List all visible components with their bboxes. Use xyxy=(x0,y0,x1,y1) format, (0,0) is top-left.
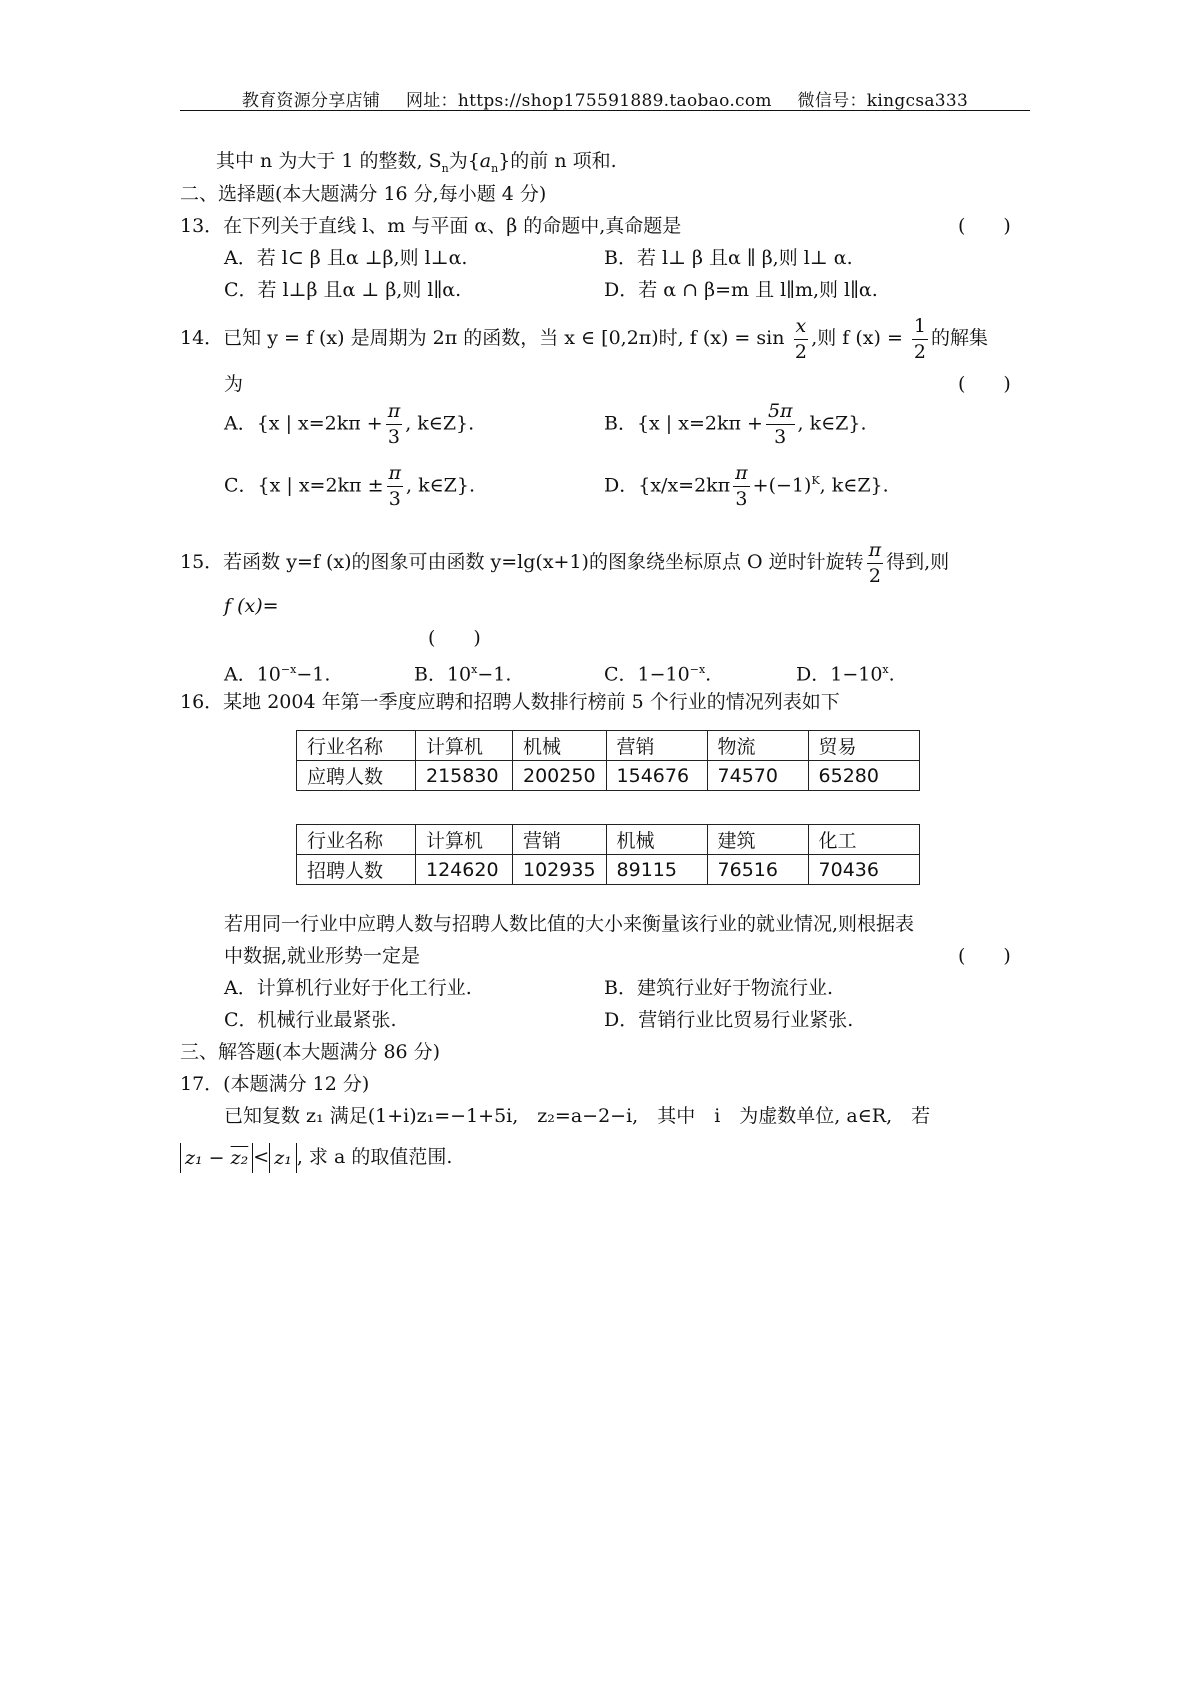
q14-stem: 14．已知 y = f (x) 是周期为 2π 的函数，当 x ∈ [0,2π)时, f (x) = sin $\frac{x}{2}$ ,则 f (x) = $\frac{1}{2}$ 的解集 xyxy=(180,314,989,363)
q13-option-b: B．若 l⊥ β 且α ∥ β,则 l⊥ α. xyxy=(604,247,853,269)
section-3-heading: 三、解答题(本大题满分 86 分) xyxy=(180,1041,441,1063)
page-header xyxy=(180,86,1030,112)
table-cell: 机械 xyxy=(513,731,607,761)
table-cell: 贸易 xyxy=(808,731,919,761)
q17-text-line1: 已知复数 z₁ 满足(1+i)z₁=−1+5i, z₂=a−2−i, 其中 i 为虚数单位, a∈R, 若 xyxy=(224,1105,931,1127)
table-cell: 物流 xyxy=(707,731,808,761)
table-cell: 76516 xyxy=(707,855,808,885)
q16-answer-blank: ( ) xyxy=(958,945,1011,967)
hiring-table xyxy=(296,824,920,885)
q15-fraction-pi-over-2: $\frac{\pi}{2}$ xyxy=(868,538,882,587)
q13-option-a: A．若 l⊂ β 且α ⊥β,则 l⊥α. xyxy=(224,247,468,269)
section-2-heading: 二、选择题(本大题满分 16 分,每小题 4 分) xyxy=(180,183,547,205)
shop-name: 教育资源分享店铺 xyxy=(241,91,381,111)
table-row xyxy=(297,731,920,761)
q14-fraction-x-over-2: $\frac{x}{2}$ xyxy=(794,314,807,363)
table-cell: 建筑 xyxy=(707,825,808,855)
q14-fraction-one-half: $\frac{1}{2}$ xyxy=(913,314,927,363)
q16-option-a: A．计算机行业好于化工行业. xyxy=(224,977,472,999)
abs-z1: z₁ xyxy=(269,1143,297,1173)
table-cell: 招聘人数 xyxy=(297,855,416,885)
q14-option-d: D．{x/x=2kπ $\frac{\pi}{3}$ $+(-1)^K$, k∈Z}. xyxy=(604,462,889,510)
q15-option-b: B．$10^x-1$. xyxy=(414,663,512,686)
table-cell: 行业名称 xyxy=(297,825,416,855)
q13-stem: 13．在下列关于直线 l、m 与平面 α、β 的命题中,真命题是 xyxy=(180,215,682,237)
q13-option-c: C．若 l⊥β 且α ⊥ β,则 l∥α. xyxy=(224,279,462,301)
table-cell: 102935 xyxy=(513,855,607,885)
q14-option-c: C．{x | x=2kπ ± $\frac{\pi}{3}$ , k∈Z}. xyxy=(224,462,476,510)
q14-answer-blank: ( ) xyxy=(958,373,1011,395)
table-cell: 215830 xyxy=(416,761,513,791)
table-row xyxy=(297,855,920,885)
table-cell: 行业名称 xyxy=(297,731,416,761)
q15-option-a: A．$10^{-x}-1$. xyxy=(224,663,331,686)
table-cell: 机械 xyxy=(606,825,707,855)
table-cell: 化工 xyxy=(808,825,919,855)
shop-url: 网址：https://shop175591889.taobao.com xyxy=(405,91,772,111)
q16-option-c: C．机械行业最紧张. xyxy=(224,1009,397,1031)
table-cell: 应聘人数 xyxy=(297,761,416,791)
q16-stem: 16．某地 2004 年第一季度应聘和招聘人数排行榜前 5 个行业的情况列表如下 xyxy=(180,691,840,713)
table-cell: 124620 xyxy=(416,855,513,885)
q16-text-line2: 中数据,就业形势一定是 xyxy=(224,945,421,967)
table-cell: 74570 xyxy=(707,761,808,791)
q14-option-b: B．{x | x=2kπ + $\frac{5\pi}{3}$ , k∈Z}. xyxy=(604,400,867,448)
table-cell: 70436 xyxy=(808,855,919,885)
table-row xyxy=(297,761,920,791)
q17-title: 17．(本题满分 12 分) xyxy=(180,1073,370,1095)
table-cell: 89115 xyxy=(606,855,707,885)
q14-stem-line2: 为 xyxy=(224,373,244,395)
applicants-table xyxy=(296,730,920,791)
table-cell: 营销 xyxy=(513,825,607,855)
abs-expression: z₁ − z₂ xyxy=(180,1143,253,1173)
table-cell: 营销 xyxy=(606,731,707,761)
q15-answer-blank: ( ) xyxy=(428,627,481,649)
q17-text-line2: z₁ − z₂ < z₁ , 求 a 的取值范围. xyxy=(180,1140,452,1174)
table-cell: 154676 xyxy=(606,761,707,791)
table-cell: 计算机 xyxy=(416,731,513,761)
q15-stem-line2: f (x)= xyxy=(224,595,279,617)
continuation-line: 其中 n 为大于 1 的整数, $S_n$为$\{a_n\}$的前 n 项和. xyxy=(216,150,617,175)
table-row xyxy=(297,825,920,855)
wechat-id: 微信号：kingcsa333 xyxy=(797,91,969,111)
q13-answer-blank: ( ) xyxy=(958,215,1011,237)
q16-text-line1: 若用同一行业中应聘人数与招聘人数比值的大小来衡量该行业的就业情况,则根据表 xyxy=(224,913,915,935)
q13-option-d: D．若 α ∩ β=m 且 l∥m,则 l∥α. xyxy=(604,279,878,301)
table-cell: 65280 xyxy=(808,761,919,791)
q14-option-a: A．{x | x=2kπ + $\frac{\pi}{3}$ , k∈Z}. xyxy=(224,400,475,448)
q16-option-d: D．营销行业比贸易行业紧张. xyxy=(604,1009,854,1031)
table-cell: 计算机 xyxy=(416,825,513,855)
q15-option-c: C．$1-10^{-x}$. xyxy=(604,663,712,686)
q15-stem: 15．若函数 y=f (x)的图象可由函数 y=lg(x+1)的图象绕坐标原点 O 逆时针旋转 $\frac{\pi}{2}$ 得到,则 xyxy=(180,538,950,587)
q15-option-d: D．$1-10^x$. xyxy=(796,663,895,686)
header-divider xyxy=(180,110,1030,111)
q16-option-b: B．建筑行业好于物流行业. xyxy=(604,977,834,999)
table-cell: 200250 xyxy=(513,761,607,791)
